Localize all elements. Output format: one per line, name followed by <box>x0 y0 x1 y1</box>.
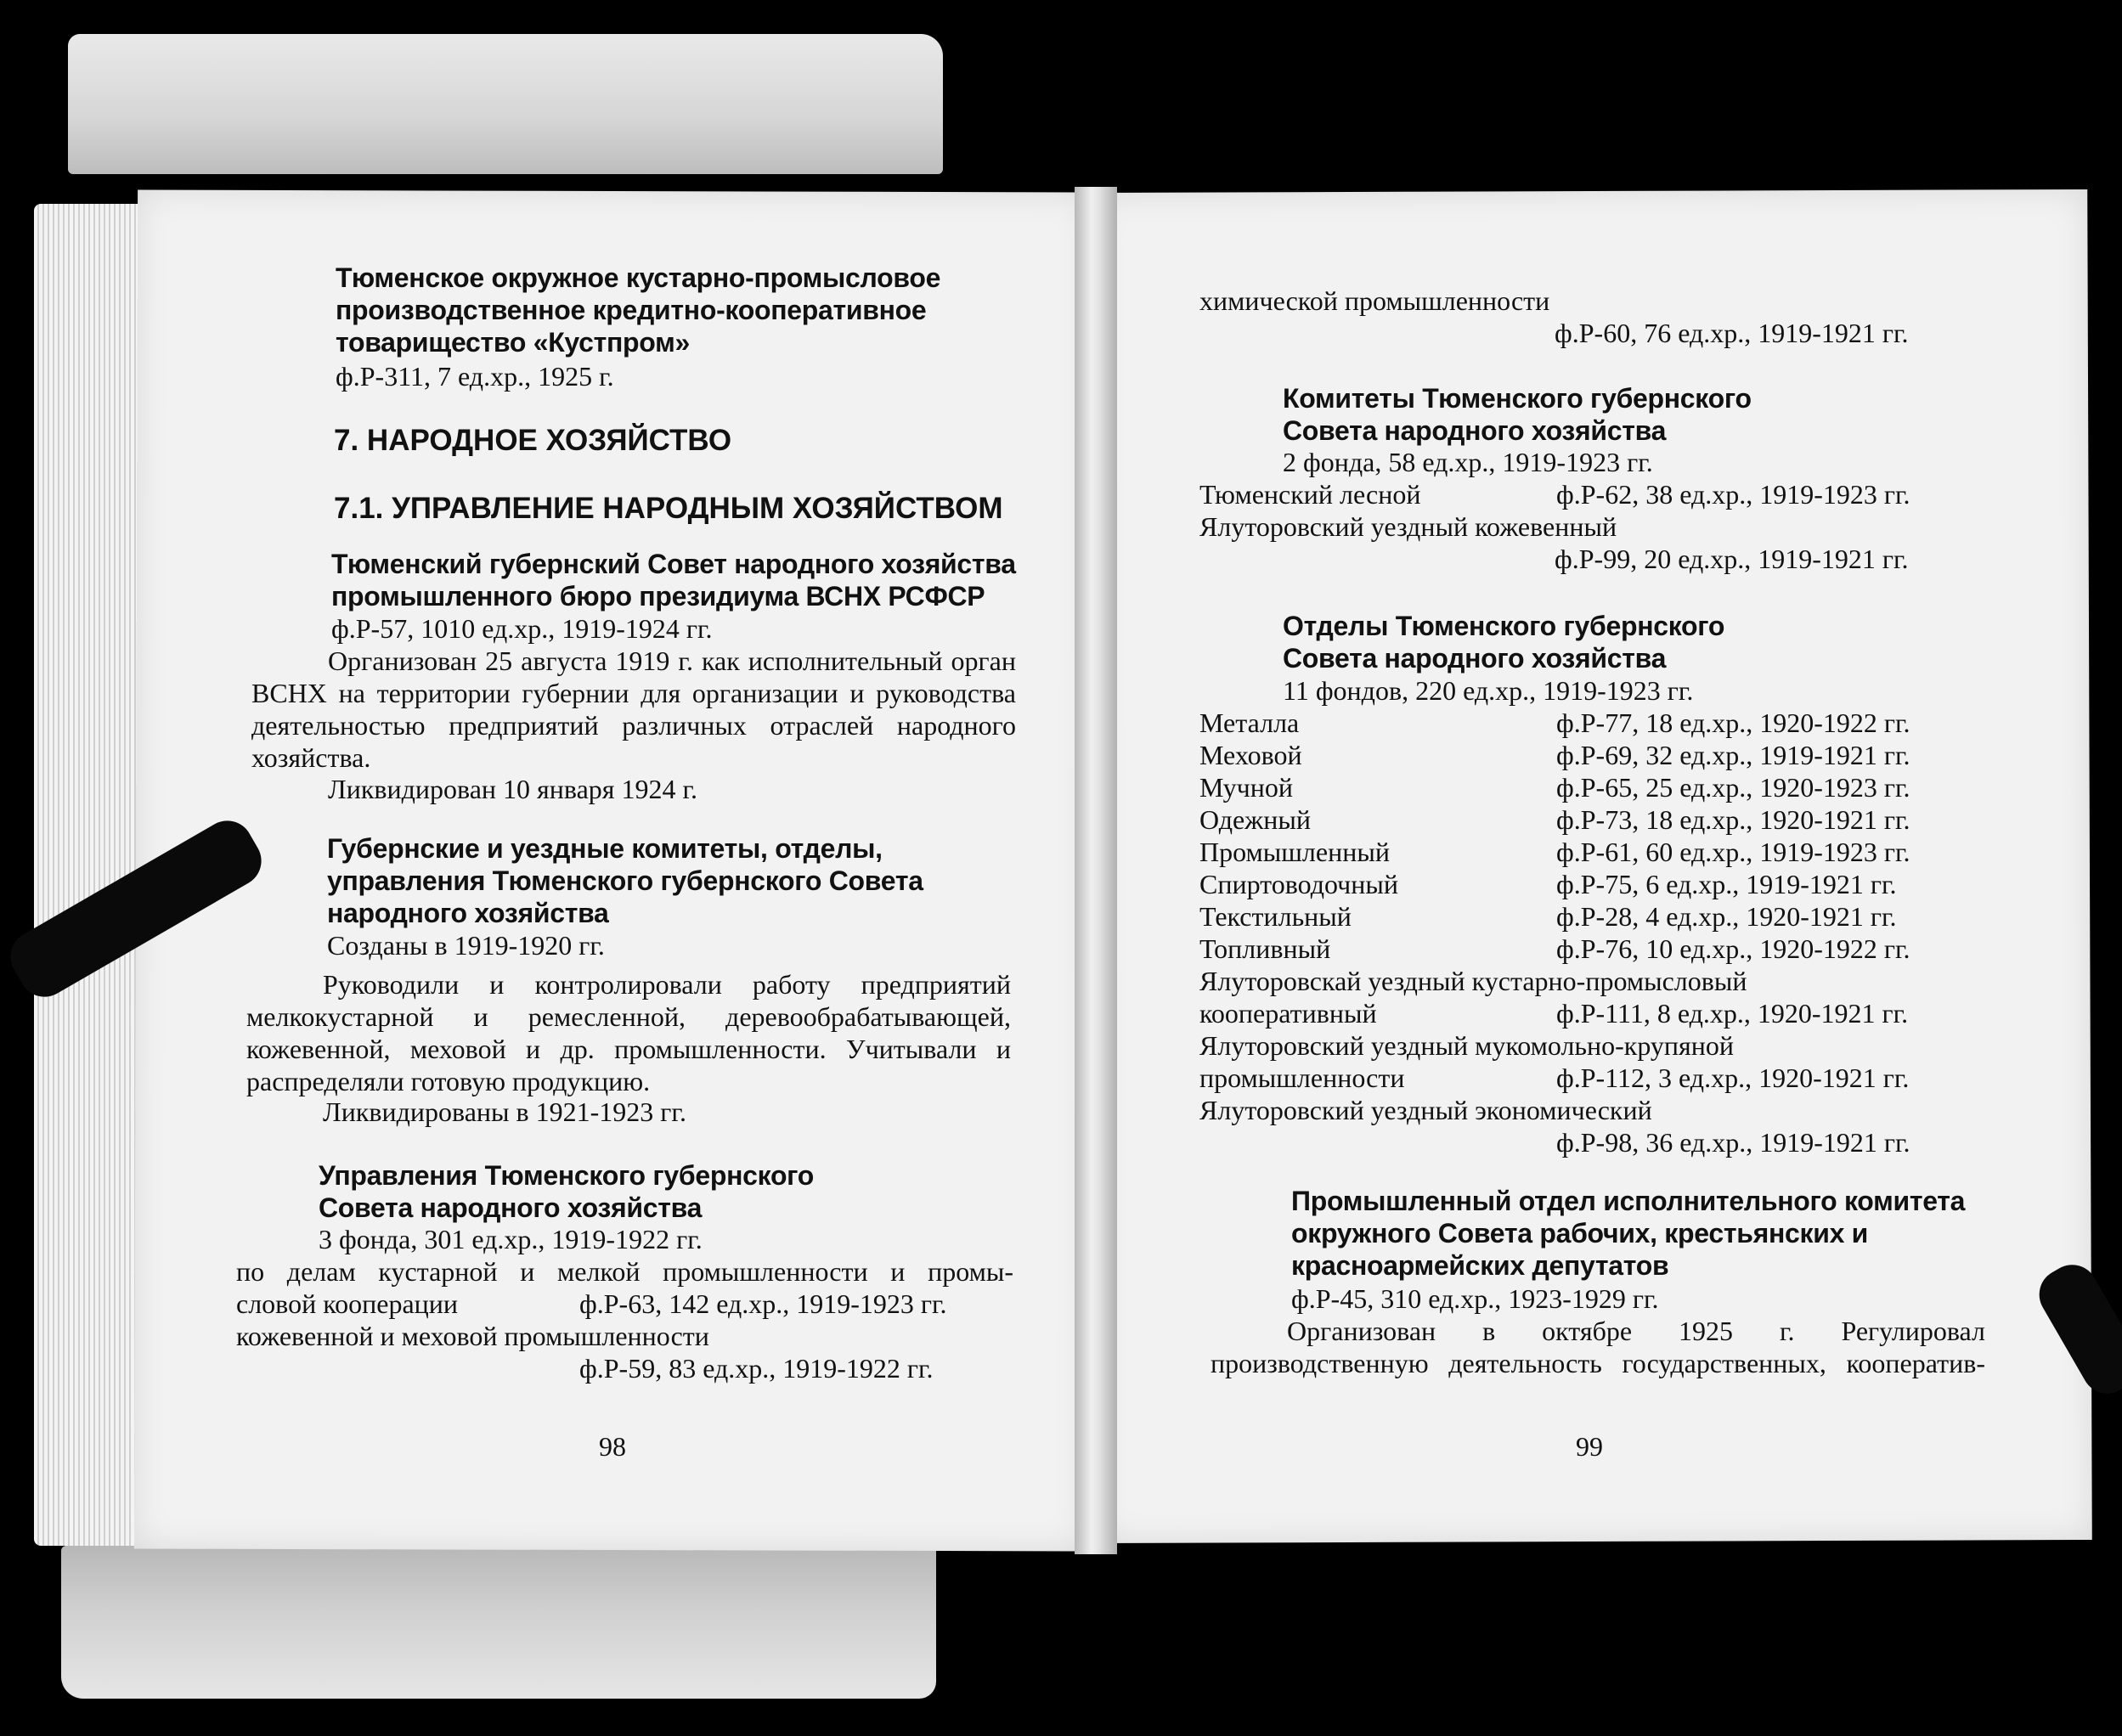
fund-row-value: ф.Р-99, 20 ед.хр., 1919-1921 гг. <box>1555 544 1909 574</box>
org-kustprom-fund: ф.Р-311, 7 ед.хр., 1925 г. <box>336 361 614 392</box>
fund-row <box>1199 707 2049 739</box>
org-gubsovnarkhoz-fund: ф.Р-57, 1010 ед.хр., 1919-1924 гг. <box>331 613 713 644</box>
fund-row <box>1199 478 2049 510</box>
fund-row <box>1199 933 2049 965</box>
subsection-heading: 7.1. УПРАВЛЕНИЕ НАРОДНЫМ ХОЗЯЙСТВОМ <box>334 492 1003 525</box>
fund-row-name: Металла <box>1199 707 1300 738</box>
title-line: управления Тюменского губернского Совета <box>327 865 923 896</box>
title-line: Совета народного хозяйства <box>1283 643 1667 674</box>
title-line: Тюменское окружное кустарно-промысловое <box>336 262 941 293</box>
title-line: Тюменский губернский Совет народного хозяйства <box>331 549 1016 579</box>
fund-row <box>1199 771 2049 803</box>
book-spine <box>1075 187 1117 1554</box>
title-line: народного хозяйства <box>327 898 609 928</box>
title-line: Управления Тюменского губернского <box>319 1160 815 1191</box>
fund-row <box>1199 836 2049 868</box>
section-heading: 7. НАРОДНОЕ ХОЗЯЙСТВО <box>334 424 732 457</box>
fund-row <box>1199 739 2049 771</box>
fund-row-value: ф.Р-111, 8 ед.хр., 1920-1921 гг. <box>1556 998 1909 1029</box>
org-directorates-item2-fund: ф.Р-59, 83 ед.хр., 1919-1922 гг. <box>579 1353 934 1384</box>
page-number-right: 99 <box>1576 1431 1603 1462</box>
industrial-dept-description: Организован в октябре 1925 г. Регулировал производственную деятельность государственных, кооператив- <box>1211 1316 1985 1378</box>
org-directorates-item1 <box>236 1255 1013 1320</box>
title-line: Комитеты Тюменского губернского <box>1283 383 1752 414</box>
fund-row-name: Тюменский лесной <box>1199 479 1421 510</box>
committees-rows <box>1199 478 2049 575</box>
fund-row-value: ф.Р-65, 25 ед.хр., 1920-1923 гг. <box>1556 772 1910 803</box>
item-name: словой кооперации <box>236 1288 459 1319</box>
fund-row <box>1199 997 2049 1029</box>
fund-row-value: ф.Р-28, 4 ед.хр., 1920-1921 гг. <box>1556 901 1897 932</box>
org-committees-description: Руководили и контролировали работу предприятий мелкокустарной и ремесленной, деревообрабатывающей, кожевенной, меховой и др. промышленности. Учитывали и распределяли готовую продукцию. <box>246 969 1011 1096</box>
fund-row-name: Текстильный <box>1199 901 1352 932</box>
fund-row-value: ф.Р-73, 18 ед.хр., 1920-1921 гг. <box>1556 804 1910 835</box>
fund-row <box>1199 803 2049 836</box>
title-line: производственное кредитно-кооперативное <box>336 295 927 325</box>
fund-row-value: ф.Р-61, 60 ед.хр., 1919-1923 гг. <box>1556 837 1910 867</box>
fund-row <box>1199 868 2049 900</box>
top-item-name: химической промышленности <box>1199 285 1550 316</box>
fund-row-value: ф.Р-77, 18 ед.хр., 1920-1922 гг. <box>1556 707 1910 738</box>
committees-title <box>1283 382 1962 447</box>
org-gubsovnarkhoz-description: Организован 25 августа 1919 г. как исполнительный орган ВСНХ на территории губернии для организации и руководства деятельностью предприятий различных отраслей народного хозяйства. <box>251 645 1016 773</box>
title-line: окружного Совета рабочих, крестьянских и <box>1291 1218 1869 1248</box>
item-line: по делам кустарной и мелкой промышленности и промы- <box>236 1256 1013 1287</box>
fund-row-value: ф.Р-75, 6 ед.хр., 1919-1921 гг. <box>1556 869 1897 899</box>
org-committees-liquidated: Ликвидированы в 1921-1923 гг. <box>323 1096 686 1127</box>
org-directorates-item2-name: кожевенной и меховой промышленности <box>236 1321 709 1351</box>
title-line: Совета народного хозяйства <box>1283 415 1667 446</box>
org-kustprom-title <box>336 262 1032 358</box>
fund-row <box>1199 900 2049 933</box>
fund-row-name: Ялуторовский уездный кожевенный <box>1199 511 1617 542</box>
fund-row-name: промышленности <box>1199 1062 1405 1093</box>
fund-row-name: Меховой <box>1199 740 1302 770</box>
title-line: Совета народного хозяйства <box>319 1192 703 1223</box>
fund-row-name: кооперативный <box>1199 998 1377 1029</box>
fund-row-name: Топливный <box>1199 933 1331 964</box>
fund-row-value: ф.Р-76, 10 ед.хр., 1920-1922 гг. <box>1556 933 1910 964</box>
title-line: Промышленный отдел исполнительного комитета <box>1291 1186 1966 1216</box>
org-committees-created: Созданы в 1919-1920 гг. <box>327 930 605 961</box>
fund-row-value: ф.Р-98, 36 ед.хр., 1919-1921 гг. <box>1556 1127 1910 1158</box>
book-cover-bottom <box>61 1546 936 1699</box>
fund-row-value: ф.Р-62, 38 ед.хр., 1919-1923 гг. <box>1556 479 1910 510</box>
departments-rows <box>1199 707 2049 1158</box>
fund-row-value: ф.Р-69, 32 ед.хр., 1919-1921 гг. <box>1556 740 1910 770</box>
book-cover-top <box>68 34 943 174</box>
org-gubsovnarkhoz-title <box>331 548 1036 612</box>
title-line: Губернские и уездные комитеты, отделы, <box>327 833 883 864</box>
fund-row-name: Спиртоводочный <box>1199 869 1398 899</box>
fund-row-name: Ялуторовскай уездный кустарно-промысловый <box>1199 966 1747 996</box>
committees-summary: 2 фонда, 58 ед.хр., 1919-1923 гг. <box>1283 447 1653 477</box>
industrial-dept-title <box>1291 1185 2039 1282</box>
title-line: Отделы Тюменского губернского <box>1283 611 1725 641</box>
org-committees-title <box>327 832 1024 929</box>
title-line: товарищество «Кустпром» <box>336 327 690 358</box>
top-item-fund: ф.Р-60, 76 ед.хр., 1919-1921 гг. <box>1555 318 1909 348</box>
org-directorates-title <box>319 1159 1015 1224</box>
fund-row-value: ф.Р-112, 3 ед.хр., 1920-1921 гг. <box>1556 1062 1910 1093</box>
industrial-dept-fund: ф.Р-45, 310 ед.хр., 1923-1929 гг. <box>1291 1283 1659 1314</box>
item-line <box>236 1288 1013 1320</box>
departments-summary: 11 фондов, 220 ед.хр., 1919-1923 гг. <box>1283 675 1694 706</box>
fund-row-name: Промышленный <box>1199 837 1390 867</box>
fund-row-name: Ялуторовский уездный экономический <box>1199 1095 1652 1125</box>
title-line: промышленного бюро президиума ВСНХ РСФСР <box>331 581 985 612</box>
org-gubsovnarkhoz-liquidated: Ликвидирован 10 января 1924 г. <box>328 774 697 804</box>
title-line: красноармейских депутатов <box>1291 1250 1669 1281</box>
item-fund: ф.Р-63, 142 ед.хр., 1919-1923 гг. <box>579 1288 947 1319</box>
org-directorates-summary: 3 фонда, 301 ед.хр., 1919-1922 гг. <box>319 1224 703 1254</box>
fund-row-name: Мучной <box>1199 772 1293 803</box>
fund-row-name: Одежный <box>1199 804 1312 835</box>
fund-row-name: Ялуторовский уездный мукомольно-крупяной <box>1199 1030 1735 1061</box>
departments-title <box>1283 610 1962 674</box>
page-number-left: 98 <box>599 1431 626 1462</box>
fund-row <box>1199 1062 2049 1094</box>
